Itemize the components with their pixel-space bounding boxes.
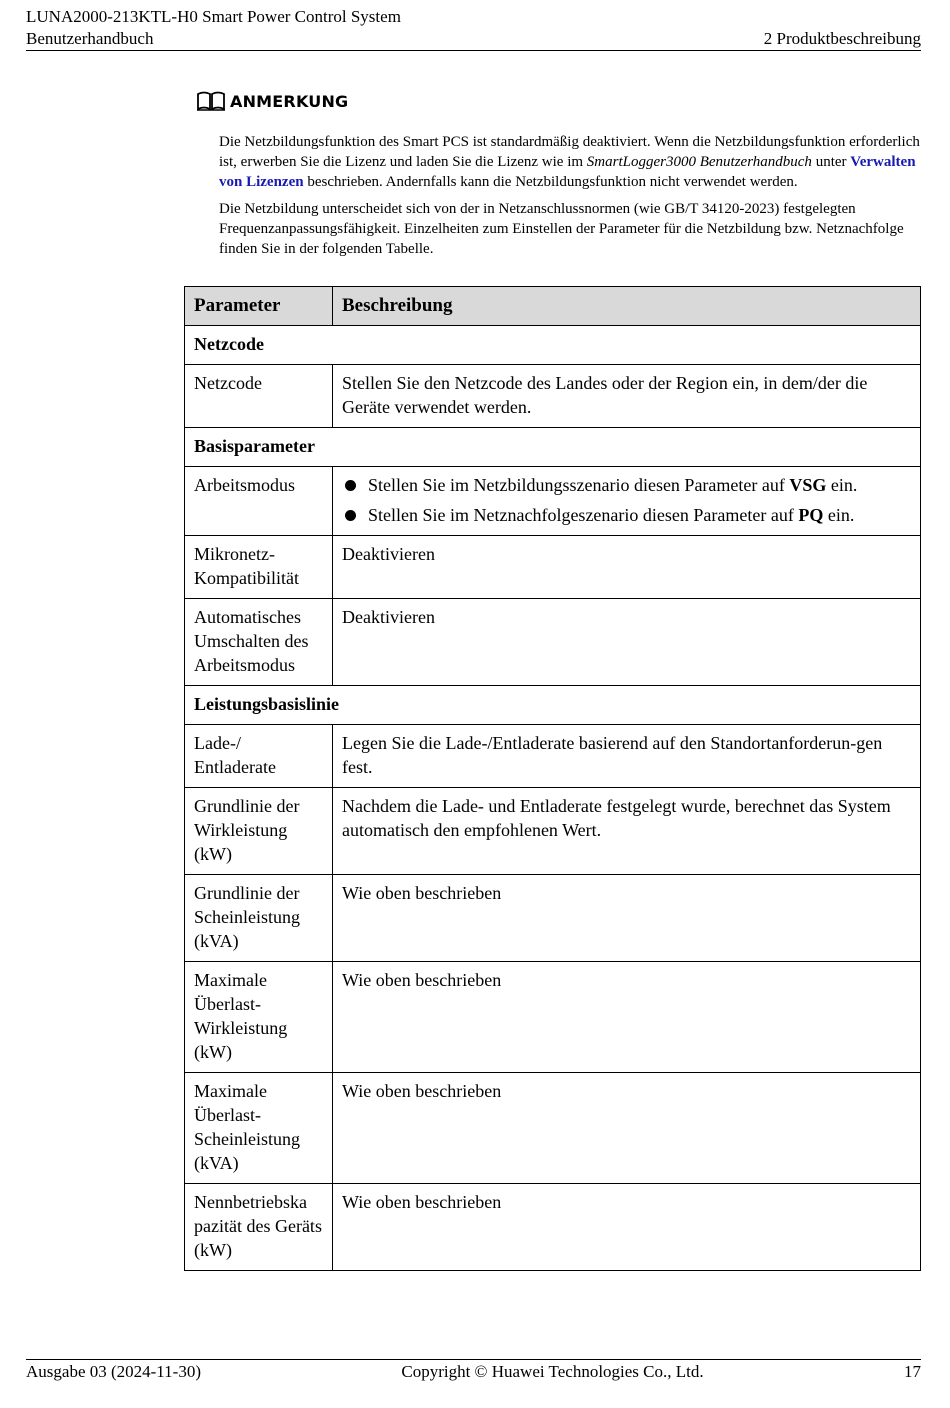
section-title: Basisparameter [185,428,921,467]
manual-reference: SmartLogger3000 Benutzerhandbuch [586,154,812,170]
description-cell: Deaktivieren [333,599,921,686]
table-row [185,1073,921,1184]
list-item-text: ein. [823,505,855,525]
doc-type: Benutzerhandbuch [26,29,154,48]
parameter-cell: Nennbetriebska pazität des Geräts (kW) [185,1184,333,1271]
note-heading [196,90,348,112]
parameter-cell: Mikronetz-Kompatibilität [185,536,333,599]
list-item [342,473,911,497]
book-icon [196,90,226,112]
list-item-text: Stellen Sie im Netzbildungsszenario diesen Parameter auf [368,475,790,495]
header-divider [26,50,921,51]
table-row [185,467,921,536]
description-cell: Deaktivieren [333,536,921,599]
note-text: beschrieben. Andernfalls kann die Netzbildungsfunktion nicht verwendet werden. [303,174,798,190]
description-cell [333,467,921,536]
parameter-table [184,286,921,1271]
table-row [185,599,921,686]
note-paragraph-2: Die Netzbildung unterscheidet sich von der in Netzanschlussnormen (wie GB/T 34120-2023) festgelegten Frequenzanpassungsfähigkeit. Einzelheiten zum Einstellen der Parameter für die Netzbildung bzw. Netznachfolge finden Sie in der folgenden Tabelle. [219,201,904,257]
note-paragraph-1 [219,132,924,192]
bullet-list [342,473,911,527]
note-text: Die Netzbildungsfunktion des Smart PCS ist standardmäßig deaktiviert. Wenn die Netzbildungsfunktion erforderlich ist, erwerben Sie die Lizenz und laden Sie die Lizenz wie im [219,134,920,170]
table-row [185,365,921,428]
description-cell: Wie oben beschrieben [333,875,921,962]
list-item-text: Stellen Sie im Netznachfolgeszenario diesen Parameter auf [368,505,799,525]
page-footer [26,1361,921,1383]
parameter-cell: Grundlinie der Scheinleistung (kVA) [185,875,333,962]
note-text: unter [811,154,851,170]
parameter-cell: Lade-/ Entladerate [185,725,333,788]
description-cell: Nachdem die Lade- und Entladerate festgelegt wurde, berechnet das System automatisch den empfohlenen Wert. [333,788,921,875]
description-cell: Wie oben beschrieben [333,962,921,1073]
section-row [185,326,921,365]
description-cell: Wie oben beschrieben [333,1184,921,1271]
note-body [219,132,924,266]
value-pq: PQ [798,505,824,525]
footer-divider [26,1359,921,1360]
product-title: LUNA2000-213KTL-H0 Smart Power Control System [26,7,401,26]
section-row [185,428,921,467]
table-row [185,725,921,788]
description-cell: Legen Sie die Lade-/Entladerate basierend auf den Standortanforderun-gen fest. [333,725,921,788]
parameter-cell: Automatisches Umschalten des Arbeitsmodus [185,599,333,686]
section-title: Netzcode [185,326,921,365]
parameter-cell: Maximale Überlast-Wirkleistung (kW) [185,962,333,1073]
table-row [185,875,921,962]
table-row [185,788,921,875]
table-row [185,1184,921,1271]
parameter-cell: Arbeitsmodus [185,467,333,536]
list-item [342,503,911,527]
description-cell: Stellen Sie den Netzcode des Landes oder der Region ein, in dem/der die Geräte verwendet werden. [333,365,921,428]
parameter-cell: Netzcode [185,365,333,428]
column-header-description: Beschreibung [333,287,921,326]
parameter-cell: Maximale Überlast-Scheinleistung (kVA) [185,1073,333,1184]
note-heading-label: ANMERKUNG [230,91,349,111]
description-cell: Wie oben beschrieben [333,1073,921,1184]
value-vsg: VSG [789,475,827,495]
section-row [185,686,921,725]
list-item-text: ein. [826,475,858,495]
page-header [26,6,921,50]
table-header-row [185,287,921,326]
column-header-parameter: Parameter [185,287,333,326]
license-link[interactable]: Verwalten von Lizenzen [219,154,916,190]
page-number: 17 [903,1362,921,1381]
table-row [185,536,921,599]
chapter-title: 2 Produktbeschreibung [763,29,921,48]
section-title: Leistungsbasislinie [185,686,921,725]
edition-label: Ausgabe 03 (2024-11-30) [26,1362,201,1381]
table-row [185,962,921,1073]
copyright-label: Copyright © Huawei Technologies Co., Ltd. [401,1362,704,1381]
parameter-cell: Grundlinie der Wirkleistung (kW) [185,788,333,875]
